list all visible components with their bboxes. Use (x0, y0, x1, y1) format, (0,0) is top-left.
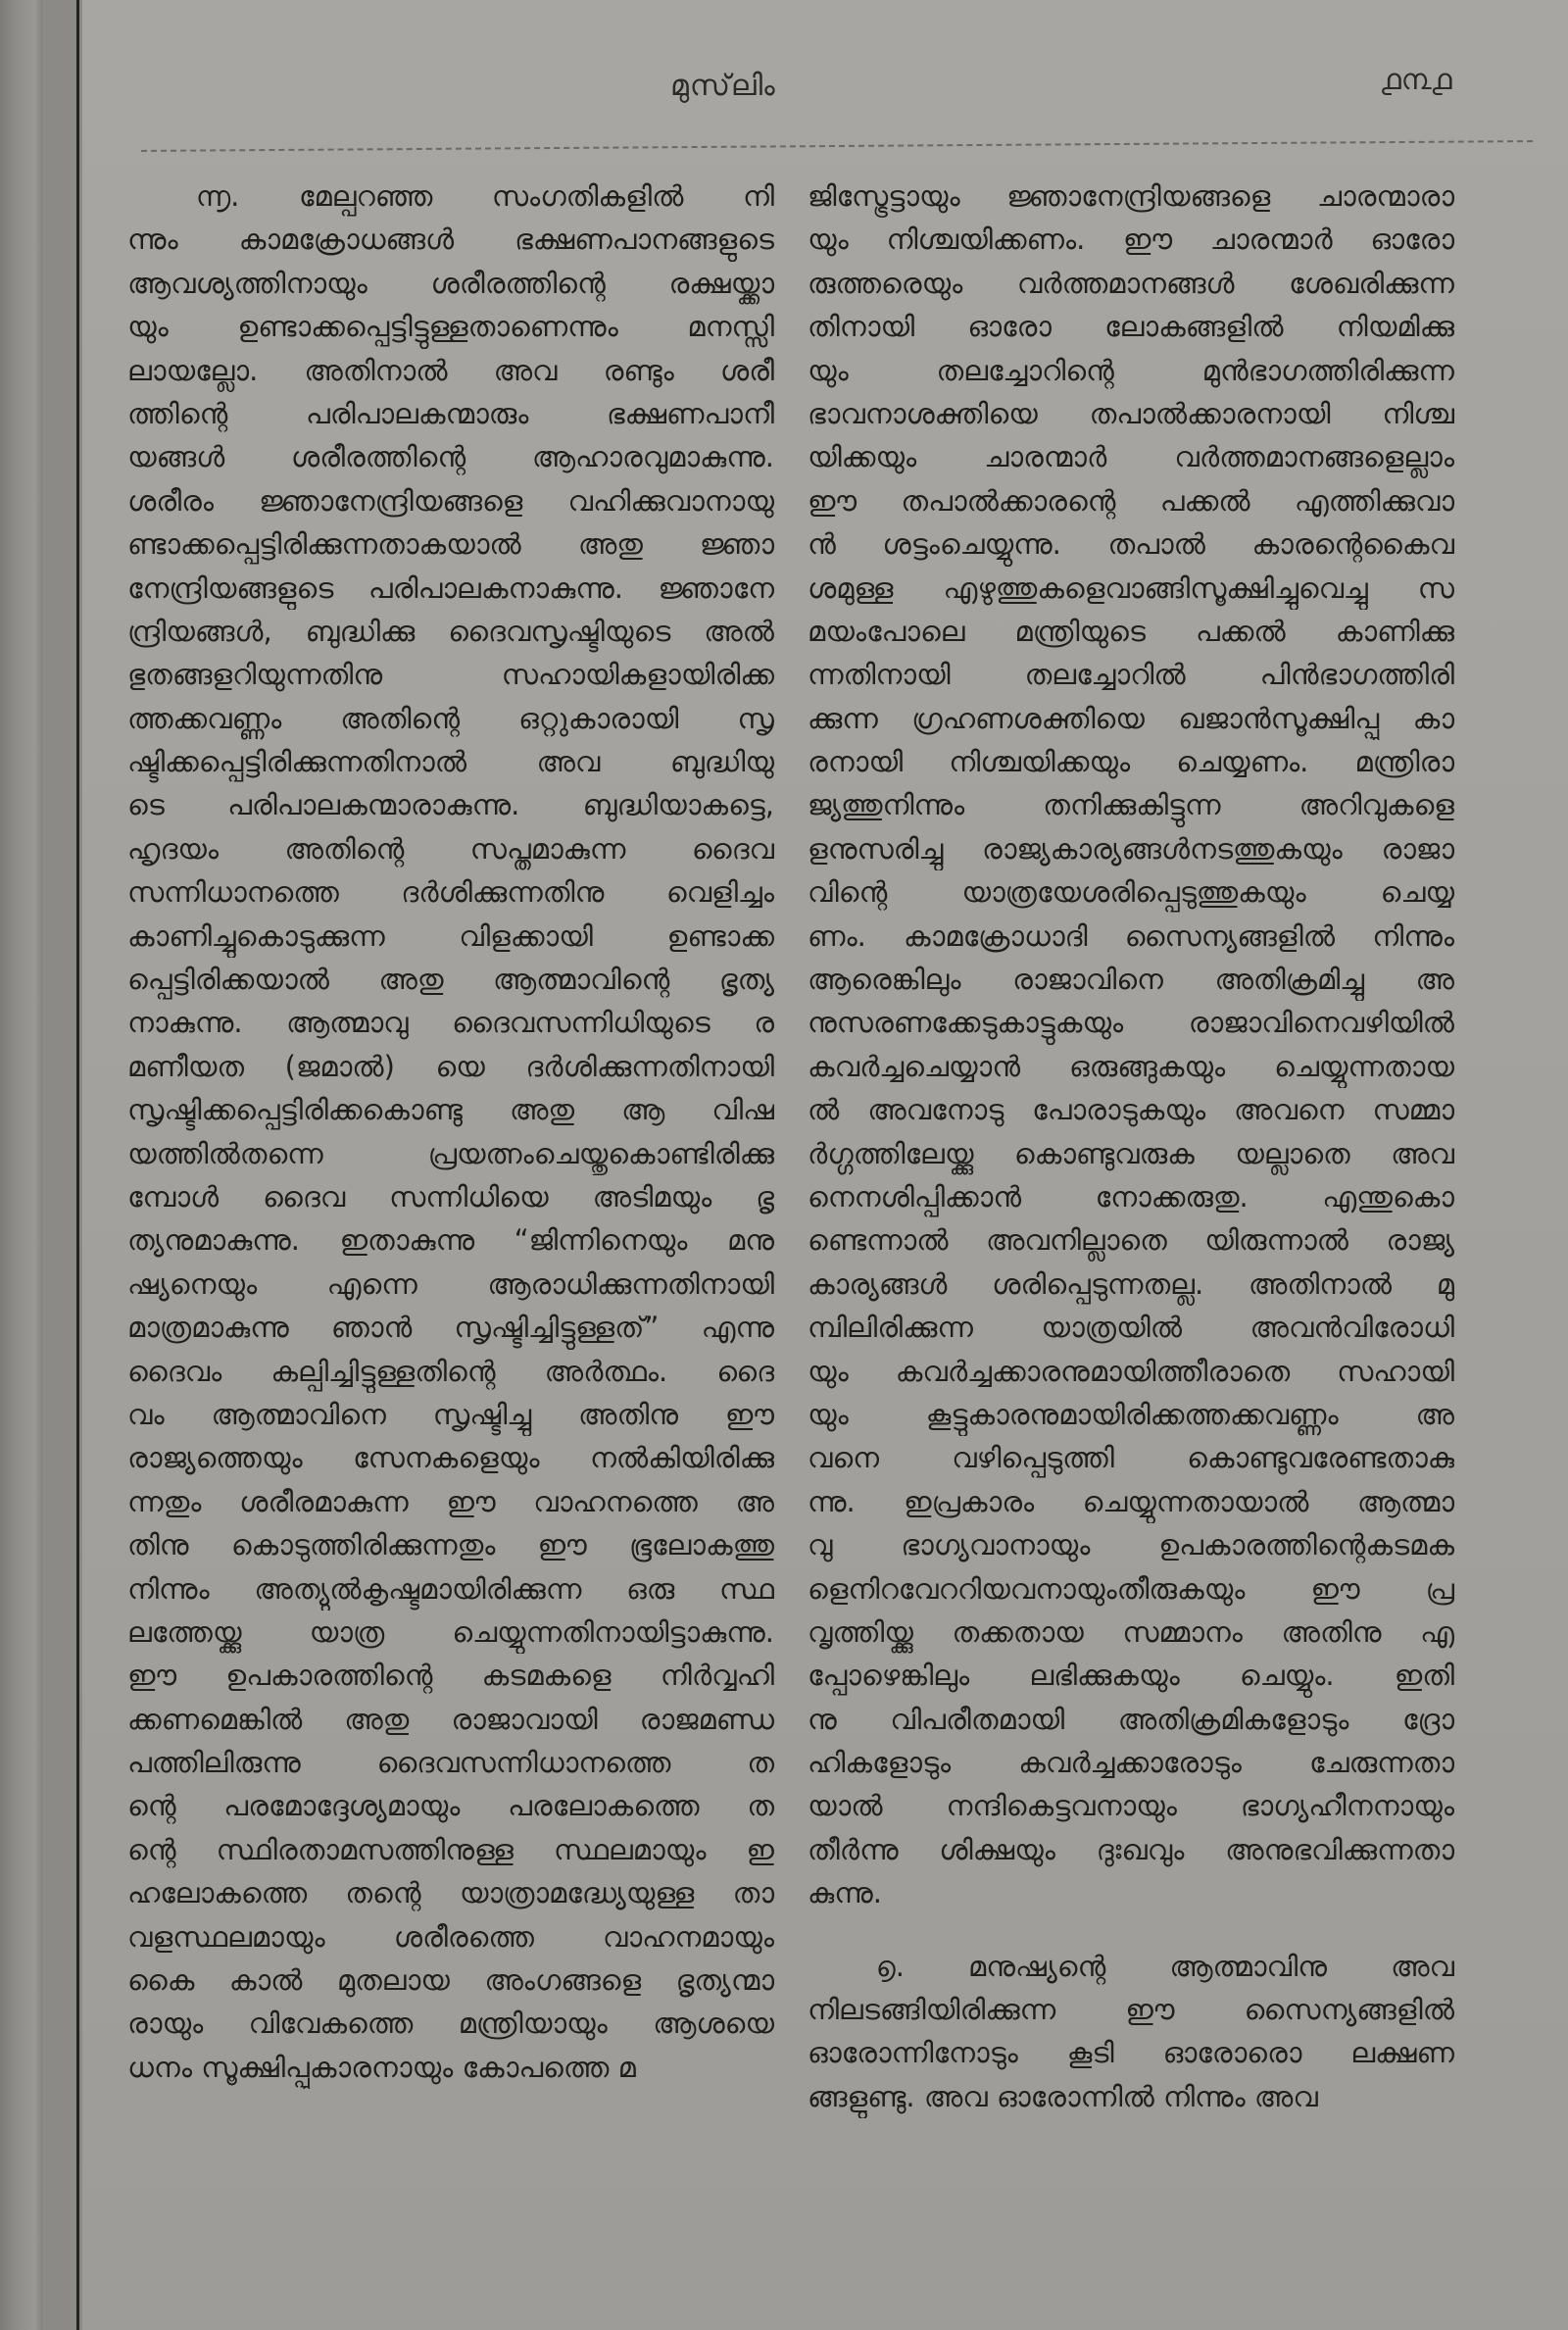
text-line: വളസ്ഥലമായും ശരീരത്തെ വാഹനമായും (127, 1919, 774, 1954)
text-line: ആവശ്യത്തിനായും ശരീരത്തിന്റെ രക്ഷയ്ക്കാ (127, 266, 774, 300)
header-rule (141, 140, 1533, 152)
text-line: ലത്തേയ്ക്കു യാത്ര ചെയ്യുന്നതിനായിട്ടാകുന്നു. (127, 1614, 774, 1649)
text-line: ആരെങ്കിലും രാജാവിനെ അതിക്രമിച്ചു അ (808, 963, 1454, 997)
text-line: കാണിച്ചുകൊടുക്കുന്ന വിളക്കായി ഉണ്ടാക്ക (127, 918, 774, 953)
text-line: രനായി നിശ്ചയിക്കയും ചെയ്യണം. മന്ത്രിരാ (808, 745, 1454, 779)
book-gutter (0, 0, 43, 2330)
text-line: ഭാവനാശക്തിയെ തപാൽക്കാരനായി നിശ്ച (808, 396, 1454, 430)
text-line: ർഗ്ഗത്തിലേയ്ക്കു കൊണ്ടുവരുക യല്ലാതെ അവ (808, 1136, 1454, 1170)
text-line: ഷ്യനെയും എന്നെ ആരാധിക്കുന്നതിനായി (127, 1266, 774, 1301)
text-line: യും തലച്ചോറിന്റെ മുൻഭാഗത്തിരിക്കുന്ന (808, 353, 1454, 387)
text-line: ളനുസരിച്ചു രാജ്യകാര്യങ്ങൾനടത്തുകയും രാജാ (808, 831, 1454, 866)
text-line: രുത്തരെയും വർത്തമാനങ്ങൾ ശേഖരിക്കുന്ന (808, 266, 1454, 300)
text-line: ന്റെ പരമോദ്ദേശ്യമായും പരലോകത്തെ ത (127, 1789, 774, 1823)
text-line: ഭുതങ്ങളറിയുന്നതിനു സഹായികളായിരിക്ക (127, 658, 774, 692)
text-line: ന്നും കാമക്രോധങ്ങൾ ഭക്ഷണപാനങ്ങളുടെ (127, 223, 774, 257)
text-line: ന്നതിനായി തലച്ചോറിൽ പിൻഭാഗത്തിരി (808, 658, 1454, 692)
text-line: ക്കണമെങ്കിൽ അതു രാജാവായി രാജമണ്ഡ (127, 1702, 774, 1736)
binding-edge (76, 0, 79, 2330)
text-line: നേന്ദ്രിയങ്ങളുടെ പരിപാലകനാകുന്നു. ജ്ഞാനേ (127, 570, 774, 605)
text-line: മ്പിലിരിക്കുന്ന യാത്രയിൽ അവൻവിരോധി (808, 1311, 1454, 1345)
text-line: ജ്യത്തുനിന്നും തനിക്കുകിട്ടുന്ന അറിവുകളെ (808, 788, 1454, 822)
text-line: പത്തിലിരുന്നു ദൈവസന്നിധാനത്തെ ത (127, 1746, 774, 1780)
running-title: മുസ്‌ലിം (670, 69, 776, 103)
text-line: നു വിപരീതമായി അതിക്രമികളോടും ദ്രോ (808, 1702, 1454, 1736)
left-column (127, 174, 774, 2089)
text-line: നുസരണക്കേടുകാട്ടുകയും രാജാവിനെവഴിയിൽ (808, 1006, 1454, 1040)
text-line: യും നിശ്ചയിക്കണം. ഈ ചാരന്മാർ ഓരോ (808, 223, 1454, 257)
text-line: ത്യനുമാകുന്നു. ഇതാകുന്നു “ജിന്നിനെയും മനു (127, 1223, 774, 1258)
text-line: കവർച്ചചെയ്യാൻ ഒരുങ്ങുകയും ചെയ്യുന്നതായ (808, 1049, 1454, 1083)
text-line: ഹൃദയം അതിന്റെ സപ്തമാകുന്ന ദൈവ (127, 831, 774, 866)
text-line: വനെ വഴിപ്പെടുത്തി കൊണ്ടുവരേണ്ടതാകു (808, 1441, 1454, 1475)
text-line: നിലടങ്ങിയിരിക്കുന്ന ഈ സൈന്യങ്ങളിൽ (808, 1993, 1454, 2027)
text-line: ഹലോകത്തെ തന്റെ യാത്രാമദ്ധ്യേയുള്ള താ (127, 1876, 774, 1910)
text-line: യാൽ നന്ദികെട്ടവനായും ഭാഗ്യഹീനനായും (808, 1789, 1454, 1823)
running-header (82, 63, 1568, 127)
text-line: ന്റെ സ്ഥിരതാമസത്തിനുള്ള സ്ഥലമായും ഇ (127, 1832, 774, 1866)
text-line: ന്നു. ഇപ്രകാരം ചെയ്യുന്നതായാൽ ആത്മാ (808, 1484, 1454, 1518)
text-line: കൈ കാൽ മുതലായ അംഗങ്ങളെ ഭൃത്യന്മാ (127, 1963, 774, 1998)
text-line: യും കവർച്ചക്കാരനുമായിത്തീരാതെ സഹായി (808, 1354, 1454, 1388)
text-line: കാര്യങ്ങൾ ശരിപ്പെടുന്നതല്ല. അതിനാൽ മു (808, 1266, 1454, 1301)
text-line: നാകുന്നു. ആത്മാവു ദൈവസന്നിധിയുടെ ര (127, 1006, 774, 1040)
text-line (808, 1915, 1454, 1945)
text-line: ടെ പരിപാലകന്മാരാകുന്നു. ബുദ്ധിയാകട്ടെ, (127, 788, 774, 822)
text-line: സന്നിധാനത്തെ ദർശിക്കുന്നതിനു വെളിച്ചം (127, 875, 774, 910)
text-line: ശമുള്ള എഴുത്തുകളെവാങ്ങിസൂക്ഷിച്ചുവെച്ചു സ (808, 570, 1454, 605)
text-line: യിക്കയും ചാരന്മാർ വർത്തമാനങ്ങളെല്ലാം (808, 440, 1454, 474)
text-line: യും ഉണ്ടാക്കപ്പെട്ടിട്ടുള്ളതാണെന്നും മനസ്സി (127, 310, 774, 344)
text-line: ഹികളോടും കവർച്ചക്കാരോടും ചേരുന്നതാ (808, 1746, 1454, 1780)
text-line: ദൈവം കല്പിച്ചിട്ടുള്ളതിന്റെ അർത്ഥം. ദൈ (127, 1354, 774, 1388)
text-line: ശരീരം ജ്ഞാനേന്ദ്രിയങ്ങളെ വഹിക്കുവാനായു (127, 483, 774, 518)
text-line: രായും വിവേകത്തെ മന്ത്രിയായും ആശയെ (127, 2007, 774, 2041)
text-line: ൭. മനുഷ്യന്റെ ആത്മാവിനു അവ (876, 1949, 1454, 1983)
text-line: ൬. മേല്പറഞ്ഞ സംഗതികളിൽ നി (196, 179, 774, 213)
text-line: വൃത്തിയ്ക്കു തക്കതായ സമ്മാനം അതിനു എ (808, 1614, 1454, 1649)
text-line: ങ്ങളുണ്ടു. അവ ഓരോന്നിൽ നിന്നും അവ (808, 2079, 1318, 2113)
text-line: ഓരോന്നിനോടും കൂടി ഓരോരൊ ലക്ഷണ (808, 2036, 1454, 2070)
text-line: മാത്രമാകുന്നു ഞാൻ സൃഷ്ടിച്ചിട്ടുള്ളത്” എന്നു (127, 1311, 774, 1345)
text-line: ഷ്ടിക്കപ്പെട്ടിരിക്കുന്നതിനാൽ അവ ബുദ്ധിയു (127, 745, 774, 779)
text-line: സൃഷ്ടിക്കപ്പെട്ടിരിക്കകൊണ്ടു അതു ആ വിഷ (127, 1093, 774, 1127)
text-line: വിന്റെ യാത്രയേശരിപ്പെടുത്തുകയും ചെയ്യ (808, 875, 1454, 910)
text-line: ത്തിന്റെ പരിപാലകന്മാരും ഭക്ഷണപാനീ (127, 396, 774, 430)
text-line: ലായല്ലോ. അതിനാൽ അവ രണ്ടും ശരീ (127, 353, 774, 387)
text-line: കുന്നു. (808, 1876, 882, 1910)
text-line: ഈ ഉപകാരത്തിന്റെ കടമകളെ നിർവ്വഹി (127, 1659, 774, 1693)
text-line: യത്തിൽതന്നെ പ്രയത്നംചെയ്തുകൊണ്ടിരിക്കു (127, 1136, 774, 1170)
text-line: ണ്ടെന്നാൽ അവനില്ലാതെ യിരുന്നാൽ രാജ്യ (808, 1223, 1454, 1258)
text-line: തീർന്നു ശിക്ഷയും ദുഃഖവും അനുഭവിക്കുന്നതാ (808, 1832, 1454, 1866)
book-page (82, 0, 1568, 2330)
text-line: ളെനിറവേററിയവനായുംതീരുകയും ഈ പ്ര (808, 1571, 1454, 1606)
page-number: ൧൩൧ (1381, 63, 1452, 97)
right-column (808, 174, 1454, 2118)
text-line: ണം. കാമക്രോധാദി സൈന്യങ്ങളിൽ നിന്നും (808, 918, 1454, 953)
text-line: ക്കുന്ന ഗ്രഹണശക്തിയെ ഖജാൻസൂക്ഷിപ്പു കാ (808, 701, 1454, 735)
text-line: ധനം സൂക്ഷിപ്പുകാരനായും കോപത്തെ മ (127, 2050, 636, 2084)
text-line: ന്ദ്രിയങ്ങൾ, ബുദ്ധിക്കു ദൈവസൃഷ്ടിയുടെ അൽ (127, 614, 774, 648)
text-line: യങ്ങൾ ശരീരത്തിന്റെ ആഹാരവുമാകുന്നു. (127, 440, 774, 474)
text-line: ത്തക്കവണ്ണം അതിന്റെ ഒറ്റുകാരായി സൃ (127, 701, 774, 735)
text-line: മണീയത (ജമാൽ) യെ ദർശിക്കുന്നതിനായി (127, 1049, 774, 1083)
text-line: രാജ്യത്തെയും സേനകളെയും നൽകിയിരിക്കു (127, 1441, 774, 1475)
text-line: ന്നതും ശരീരമാകുന്ന ഈ വാഹനത്തെ അ (127, 1484, 774, 1518)
text-line: യും കൂട്ടുകാരനുമായിരിക്കത്തക്കവണ്ണം അ (808, 1397, 1454, 1431)
text-line: ഈ തപാൽക്കാരന്റെ പക്കൽ എത്തിക്കുവാ (808, 483, 1454, 518)
text-line: പ്പോഴെങ്കിലും ലഭിക്കുകയും ചെയ്യും. ഇതി (808, 1659, 1454, 1693)
text-line: നിന്നും അത്യുൽകൃഷ്ടമായിരിക്കുന്ന ഒരു സ്ഥ (127, 1571, 774, 1606)
text-line: തിനു കൊടുത്തിരിക്കുന്നതും ഈ ഭൂലോകത്തു (127, 1528, 774, 1562)
text-line: ജിസ്ട്രേട്ടായും ജ്ഞാനേന്ദ്രിയങ്ങളെ ചാരന്മാരാ (808, 179, 1454, 213)
text-line: വു ഭാഗ്യവാനായും ഉപകാരത്തിന്റെകടമക (808, 1528, 1454, 1562)
text-line: ണ്ടാക്കപ്പെട്ടിരിക്കുന്നതാകയാൽ അതു ജ്ഞാ (127, 527, 774, 562)
text-line: പ്പെട്ടിരിക്കയാൽ അതു ആത്മാവിന്റെ ഭൃത്യ (127, 963, 774, 997)
text-line: മ്പോൾ ദൈവ സന്നിധിയെ അടിമയും ഭൃ (127, 1179, 774, 1214)
text-line: ൽ അവനോടു പോരാടുകയും അവനെ സമ്മാ (808, 1093, 1454, 1127)
text-line: നെനശിപ്പിക്കാൻ നോക്കരുതു. എന്തുകൊ (808, 1179, 1454, 1214)
text-line: മയംപോലെ മന്ത്രിയുടെ പക്കൽ കാണിക്കു (808, 614, 1454, 648)
text-line: വം ആത്മാവിനെ സൃഷ്ടിച്ചു അതിനു ഈ (127, 1397, 774, 1431)
text-line: തിനായി ഓരോ ലോകങ്ങളിൽ നിയമിക്കു (808, 310, 1454, 344)
text-line: ൻ ശട്ടംചെയ്യുന്നു. തപാൽ കാരന്റെകൈവ (808, 527, 1454, 562)
